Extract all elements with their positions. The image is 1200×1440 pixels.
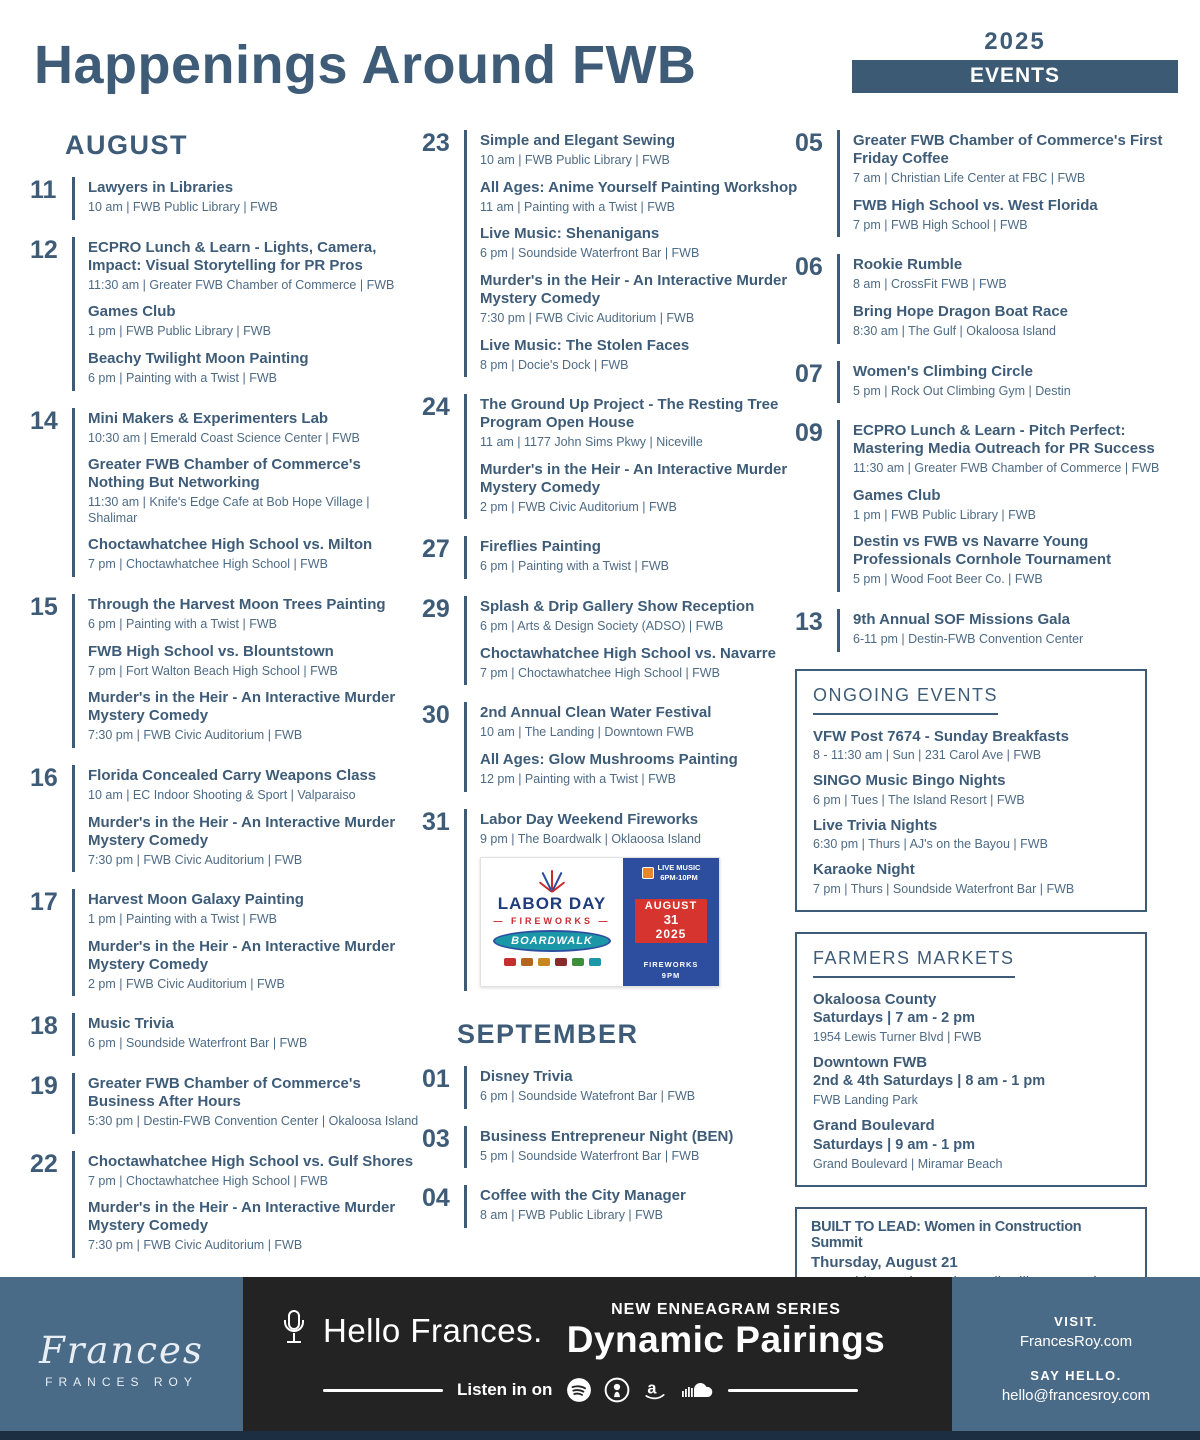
list-item: [813, 1053, 1129, 1107]
day-number: 27: [422, 535, 450, 564]
day-number: 06: [795, 253, 823, 282]
event-item: [480, 645, 804, 682]
event-meta: 1 pm | Painting with a Twist | FWB: [88, 912, 277, 927]
event-meta: 7 am | Christian Life Center at FBC | FWB: [853, 171, 1086, 185]
event-title: Lawyers in Libraries: [88, 179, 234, 196]
event-title: All Ages: Glow Mushrooms Painting: [480, 750, 738, 768]
contact-email: hello@francesroy.com: [1001, 1386, 1151, 1404]
day-entry: [30, 177, 420, 220]
event-item: [88, 596, 420, 633]
visit-label: VISIT.: [1054, 1313, 1098, 1329]
event-meta: 12 pm | Painting with a Twist | FWB: [480, 771, 676, 786]
event-title: Splash & Drip Gallery Show Reception: [480, 598, 755, 615]
event-item: [853, 611, 1187, 648]
event-title: Choctawhatchee High School vs. Gulf Shores: [88, 1152, 414, 1170]
event-meta: 7 pm | Choctawhatchee High School | FWB: [88, 557, 328, 572]
event-meta: 7 pm | Fort Walton Beach High School | FWB: [88, 663, 338, 678]
event-meta: 8 pm | Docie's Dock | FWB: [480, 357, 629, 372]
event-title: Destin vs FWB vs Navarre Young Professionals Cornhole Tournament: [853, 533, 1112, 569]
page-title: Happenings Around FWB: [34, 35, 697, 95]
day-events: [72, 177, 420, 220]
flyer-title: LABOR DAY: [497, 894, 607, 914]
item-meta: 7 pm | Thurs | Soundside Waterfront Bar | FWB: [813, 881, 1075, 896]
event-meta: 2 pm | FWB Civic Auditorium | FWB: [88, 976, 285, 991]
day-events: [72, 1013, 420, 1056]
day-number: 30: [422, 701, 450, 730]
day-entry: [30, 408, 420, 578]
day-number: 16: [30, 763, 58, 792]
day-events: [837, 609, 1187, 652]
event-title: Simple and Elegant Sewing: [480, 132, 676, 149]
event-item: [88, 689, 420, 744]
day-events: [72, 1073, 420, 1134]
event-title: Disney Trivia: [480, 1068, 573, 1086]
footer-contact-panel: [952, 1277, 1200, 1440]
day-events: [837, 361, 1187, 404]
event-title: Beachy Twilight Moon Painting: [88, 349, 309, 367]
list-item: [813, 771, 1129, 807]
event-item: [480, 225, 804, 262]
list-item: [813, 1116, 1129, 1170]
day-entry: [795, 130, 1187, 237]
event-item: [88, 938, 420, 993]
august-day-list-2: [422, 130, 804, 991]
event-meta: 6 pm | Soundside Watefront Bar | FWB: [480, 1089, 696, 1104]
event-item: [480, 751, 804, 788]
day-events: [464, 1066, 804, 1109]
podcast-name: Hello Frances.: [323, 1312, 543, 1349]
event-item: [88, 239, 420, 294]
day-number: 31: [422, 807, 450, 836]
event-title: Murder's in the Heir - An Interactive Murder Mystery Comedy: [88, 1199, 396, 1235]
event-title: 2nd Annual Clean Water Festival: [480, 704, 712, 722]
event-item: [480, 272, 804, 327]
event-title: All Ages: Anime Yourself Painting Workshop: [480, 178, 798, 196]
event-item: [480, 704, 804, 741]
day-entry: [795, 361, 1187, 404]
platform-icons: [566, 1377, 714, 1403]
footer: [0, 1277, 1200, 1440]
event-title: The Ground Up Project - The Resting Tree Program Open House: [480, 396, 779, 432]
august-day-list-1: [30, 177, 420, 1258]
day-number: 24: [422, 393, 450, 422]
event-item: [88, 1199, 420, 1254]
event-meta: 6 pm | Painting with a Twist | FWB: [88, 617, 277, 631]
column-august-3-boxes: [795, 130, 1187, 1320]
day-entry: [30, 889, 420, 996]
event-item: [853, 256, 1187, 293]
flyer-fireworks-time: 9PM: [661, 970, 681, 980]
event-meta: 1 pm | FWB Public Library | FWB: [88, 324, 271, 339]
footer-podcast-panel: [243, 1277, 952, 1440]
event-meta: 8:30 am | The Gulf | Okaloosa Island: [853, 323, 1056, 338]
event-meta: 7:30 pm | FWB Civic Auditorium | FWB: [480, 310, 695, 325]
event-item: [88, 303, 420, 340]
event-title: Live Music: The Stolen Faces: [480, 336, 690, 354]
event-meta: 9 pm | The Boardwalk | Oklaoosa Island: [480, 831, 701, 846]
item-meta: 1954 Lewis Turner Blvd | FWB: [813, 1029, 982, 1044]
events-badge: EVENTS: [852, 60, 1178, 93]
day-events: [72, 765, 420, 872]
item-meta: 6:30 pm | Thurs | AJ's on the Bayou | FWB: [813, 837, 1048, 852]
august-day-list-3: [795, 130, 1187, 652]
event-title: Women's Climbing Circle: [853, 362, 1033, 380]
event-meta: 5 pm | Rock Out Climbing Gym | Destin: [853, 383, 1071, 398]
event-item: [853, 533, 1187, 588]
event-meta: 2 pm | FWB Civic Auditorium | FWB: [480, 499, 677, 514]
year-events-badge: [852, 28, 1178, 93]
summit-date: Thursday, August 21: [811, 1253, 958, 1271]
event-title: Choctawhatchee High School vs. Navarre: [480, 644, 776, 662]
event-item: [88, 814, 420, 869]
day-entry: [422, 596, 804, 685]
flyer-live-music-time: 6PM-10PM: [660, 872, 698, 882]
event-title: Rookie Rumble: [853, 256, 963, 274]
day-events: [464, 596, 804, 685]
event-meta: 5:30 pm | Destin-FWB Convention Center | Okaloosa Island: [88, 1114, 419, 1128]
ongoing-events-title: ONGOING EVENTS: [813, 685, 998, 715]
event-title: Through the Harvest Moon Trees Painting: [88, 596, 386, 613]
item-meta: 8 - 11:30 am | Sun | 231 Carol Ave | FWB: [813, 748, 1042, 763]
day-number: 19: [30, 1072, 58, 1100]
event-title: Murder's in the Heir - An Interactive Murder Mystery Comedy: [88, 813, 396, 849]
event-meta: 10 am | The Landing | Downtown FWB: [480, 725, 695, 740]
event-title: Murder's in the Heir - An Interactive Murder Mystery Comedy: [480, 271, 788, 307]
event-item: [88, 891, 420, 928]
item-title: Karaoke Night: [813, 861, 915, 879]
event-item: [853, 363, 1187, 400]
event-item: [480, 1068, 804, 1105]
day-events: [464, 1185, 804, 1228]
event-meta: 5 pm | Soundside Waterfront Bar | FWB: [480, 1148, 700, 1163]
day-events: [72, 889, 420, 996]
day-events: [464, 1126, 804, 1169]
event-title: Mini Makers & Experimenters Lab: [88, 409, 329, 427]
day-events: [837, 130, 1187, 237]
event-title: Harvest Moon Galaxy Painting: [88, 891, 304, 909]
day-events: [837, 254, 1187, 343]
day-events: [72, 594, 420, 748]
event-item: [88, 1153, 420, 1190]
event-meta: 11:30 am | Greater FWB Chamber of Commerce | FWB: [88, 277, 395, 292]
farmers-markets-title: FARMERS MARKETS: [813, 948, 1015, 978]
list-item: [813, 816, 1129, 852]
event-title: Music Trivia: [88, 1015, 174, 1033]
event-meta: 7 pm | FWB High School | FWB: [853, 217, 1028, 232]
ongoing-events-list: [813, 727, 1129, 896]
event-meta: 10 am | FWB Public Library | FWB: [88, 200, 278, 214]
event-meta: 10 am | EC Indoor Shooting & Sport | Valparaiso: [88, 787, 356, 802]
event-title: ECPRO Lunch & Learn - Pitch Perfect: Mastering Media Outreach for PR Success: [853, 422, 1155, 458]
event-meta: 8 am | FWB Public Library | FWB: [480, 1208, 663, 1223]
event-item: [480, 598, 804, 635]
event-meta: 6 pm | Soundside Waterfront Bar | FWB: [480, 246, 700, 261]
summit-title: BUILT TO LEAD: Women in Construction Summit: [811, 1218, 1082, 1251]
day-events: [464, 130, 804, 377]
event-item: [88, 1015, 420, 1052]
day-entry: [422, 702, 804, 791]
event-item: [480, 538, 804, 575]
brand-name: FRANCES ROY: [45, 1374, 198, 1389]
event-title: Greater FWB Chamber of Commerce's Nothing But Networking: [88, 456, 361, 492]
event-item: [88, 179, 420, 216]
day-events: [464, 394, 804, 519]
event-item: [88, 456, 420, 526]
event-item: [88, 643, 420, 680]
event-meta: 6 pm | Soundside Waterfront Bar | FWB: [88, 1036, 308, 1051]
day-entry: [795, 609, 1187, 652]
day-entry: [30, 1073, 420, 1134]
flyer-date-box: [633, 897, 709, 945]
event-meta: 6 pm | Painting with a Twist | FWB: [88, 370, 277, 385]
day-number: 07: [795, 359, 823, 388]
day-number: 15: [30, 593, 58, 621]
event-meta: 11:30 am | Greater FWB Chamber of Commerce | FWB: [853, 461, 1160, 476]
microphone-icon: [283, 1310, 307, 1352]
amazon-music-icon: [642, 1377, 668, 1403]
list-item: [813, 860, 1129, 896]
event-item: [480, 1128, 804, 1165]
august-heading: AUGUST: [65, 130, 188, 160]
day-entry: [422, 1185, 804, 1228]
event-meta: 11 am | Painting with a Twist | FWB: [480, 199, 675, 214]
event-title: Labor Day Weekend Fireworks: [480, 810, 699, 828]
item-title: SINGO Music Bingo Nights: [813, 772, 1006, 790]
day-entry: [30, 1013, 420, 1056]
flyer-date-month: AUGUST: [644, 900, 698, 913]
event-title: Games Club: [853, 486, 941, 504]
event-item: [88, 410, 420, 447]
day-number: 29: [422, 595, 450, 623]
flyer-date-year: 2025: [655, 927, 687, 942]
event-item: [88, 767, 420, 804]
event-item: [853, 422, 1187, 477]
item-title: Okaloosa County: [813, 990, 937, 1008]
bottom-accent-strip: [0, 1431, 1200, 1440]
day-entry: [30, 594, 420, 748]
event-meta: 10:30 am | Emerald Coast Science Center | FWB: [88, 430, 360, 445]
day-events: [72, 1151, 420, 1258]
ongoing-events-box: [795, 669, 1147, 912]
item-meta: Grand Boulevard | Miramar Beach: [813, 1156, 1003, 1171]
event-item: [853, 303, 1187, 340]
item-schedule: 2nd & 4th Saturdays | 8 am - 1 pm: [813, 1073, 1046, 1090]
day-number: 13: [795, 608, 823, 636]
event-item: [480, 396, 804, 451]
spotify-icon: [566, 1377, 592, 1403]
day-number: 04: [422, 1184, 450, 1213]
event-title: Coffee with the City Manager: [480, 1187, 686, 1205]
item-title: Live Trivia Nights: [813, 816, 938, 834]
event-meta: 1 pm | FWB Public Library | FWB: [853, 507, 1036, 522]
event-title: Business Entrepreneur Night (BEN): [480, 1127, 734, 1145]
event-meta: 7 pm | Choctawhatchee High School | FWB: [88, 1173, 328, 1188]
column-august-2-september: [422, 130, 804, 1245]
say-hello-label: SAY HELLO.: [1030, 1367, 1122, 1383]
item-meta: FWB Landing Park: [813, 1093, 918, 1108]
item-title: Downtown FWB: [813, 1053, 928, 1071]
list-item: [813, 727, 1129, 763]
september-heading: SEPTEMBER: [457, 1019, 639, 1050]
september-day-list: [422, 1066, 804, 1228]
event-title: 9th Annual SOF Missions Gala: [853, 611, 1070, 628]
event-item: [88, 1075, 420, 1130]
day-entry: [422, 1066, 804, 1109]
flyer-left-panel: [481, 858, 623, 986]
day-number: 09: [795, 419, 823, 448]
event-item: [480, 1187, 804, 1224]
event-title: Florida Concealed Carry Weapons Class: [88, 766, 377, 784]
event-title: ECPRO Lunch & Learn - Lights, Camera, Impact: Visual Storytelling for PR Pros: [88, 238, 377, 274]
day-number: 12: [30, 235, 58, 264]
flyer-fireworks-label: FIREWORKS: [643, 960, 699, 970]
event-meta: 6 pm | Arts & Design Society (ADSO) | FWB: [480, 619, 724, 633]
item-schedule: Saturdays | 9 am - 1 pm: [813, 1136, 976, 1153]
day-number: 01: [422, 1065, 450, 1094]
event-meta: 11:30 am | Knife's Edge Cafe at Bob Hope Village | Shalimar: [88, 495, 370, 525]
website-url: FrancesRoy.com: [1019, 1332, 1133, 1350]
event-meta: 10 am | FWB Public Library | FWB: [480, 153, 670, 167]
day-number: 17: [30, 888, 58, 917]
event-meta: 11 am | 1177 John Sims Pkwy | Niceville: [480, 435, 703, 450]
apple-podcasts-icon: [604, 1377, 630, 1403]
event-title: Live Music: Shenanigans: [480, 225, 660, 243]
year-label: 2025: [984, 28, 1046, 55]
day-number: 14: [30, 406, 58, 435]
footer-brand-panel: [0, 1277, 243, 1440]
listen-label: Listen in on: [457, 1380, 553, 1399]
day-events: [464, 702, 804, 791]
event-meta: 6-11 pm | Destin-FWB Convention Center: [853, 632, 1084, 646]
event-title: FWB High School vs. West Florida: [853, 196, 1098, 214]
day-number: 03: [422, 1124, 450, 1153]
event-item: [88, 536, 420, 573]
day-events: [837, 420, 1187, 592]
column-august-1: [30, 130, 420, 1275]
event-title: Greater FWB Chamber of Commerce's First Friday Coffee: [853, 132, 1163, 167]
labor-day-fireworks-flyer: [480, 857, 720, 987]
day-number: 11: [30, 176, 57, 204]
event-title: Murder's in the Heir - An Interactive Murder Mystery Comedy: [480, 460, 788, 496]
event-meta: 6 pm | Painting with a Twist | FWB: [480, 559, 669, 574]
event-meta: 7:30 pm | FWB Civic Auditorium | FWB: [88, 1238, 303, 1253]
day-entry: [422, 1126, 804, 1169]
flyer-subtitle: — FIREWORKS —: [493, 916, 611, 927]
flyer-right-panel: [623, 858, 719, 986]
item-meta: 6 pm | Tues | The Island Resort | FWB: [813, 792, 1025, 807]
event-item: [480, 337, 804, 374]
event-title: Murder's in the Heir - An Interactive Murder Mystery Comedy: [88, 689, 396, 725]
event-item: [480, 811, 804, 848]
event-meta: 7:30 pm | FWB Civic Auditorium | FWB: [88, 728, 303, 743]
day-events: [72, 237, 420, 391]
ajs-logo-icon: [642, 867, 654, 879]
event-title: Greater FWB Chamber of Commerce's Business After Hours: [88, 1075, 361, 1110]
series-title: Dynamic Pairings: [566, 1319, 886, 1360]
event-meta: 7:30 pm | FWB Civic Auditorium | FWB: [88, 852, 303, 867]
event-title: Murder's in the Heir - An Interactive Murder Mystery Comedy: [88, 937, 396, 973]
day-entry: [422, 536, 804, 579]
farmers-markets-box: [795, 932, 1147, 1187]
event-item: [480, 461, 804, 516]
event-item: [853, 197, 1187, 234]
event-item: [480, 132, 804, 169]
flyer-live-music: LIVE MUSIC: [657, 863, 701, 873]
day-number: 18: [30, 1012, 58, 1041]
sponsor-logos: [483, 958, 621, 966]
divider-line: [728, 1389, 858, 1392]
day-number: 23: [422, 129, 450, 157]
fireworks-burst-graphic: [524, 862, 580, 892]
day-events: [464, 809, 804, 992]
flyer-date-day: 31: [663, 912, 679, 928]
event-item: [88, 350, 420, 387]
day-number: 05: [795, 129, 823, 157]
day-entry: [422, 394, 804, 519]
event-title: Games Club: [88, 303, 176, 321]
day-entry: [422, 809, 804, 992]
day-entry: [30, 1151, 420, 1258]
event-meta: 5 pm | Wood Foot Beer Co. | FWB: [853, 572, 1043, 587]
list-item: [813, 990, 1129, 1044]
day-number: 22: [30, 1149, 58, 1178]
event-item: [480, 179, 804, 216]
farmers-markets-list: [813, 990, 1129, 1171]
event-item: [853, 487, 1187, 524]
day-events: [72, 408, 420, 578]
day-events: [464, 536, 804, 579]
event-title: FWB High School vs. Blountstown: [88, 642, 334, 660]
event-item: [853, 132, 1187, 187]
boardwalk-logo: BOARDWALK: [493, 930, 611, 952]
event-meta: 8 am | CrossFit FWB | FWB: [853, 277, 1007, 292]
event-title: Choctawhatchee High School vs. Milton: [88, 536, 373, 554]
day-entry: [795, 254, 1187, 343]
day-entry: [422, 130, 804, 377]
frances-signature-logo: Frances: [39, 1328, 204, 1372]
soundcloud-icon: [680, 1377, 714, 1403]
svg-text:a: a: [647, 1379, 657, 1398]
day-entry: [795, 420, 1187, 592]
event-title: Fireflies Painting: [480, 538, 601, 556]
item-title: VFW Post 7674 - Sunday Breakfasts: [813, 727, 1069, 745]
series-label: NEW ENNEAGRAM SERIES: [611, 1301, 841, 1318]
day-entry: [30, 237, 420, 391]
event-meta: 7 pm | Choctawhatchee High School | FWB: [480, 665, 720, 680]
item-schedule: Saturdays | 7 am - 2 pm: [813, 1010, 976, 1027]
event-title: Bring Hope Dragon Boat Race: [853, 302, 1069, 320]
day-entry: [30, 765, 420, 872]
item-title: Grand Boulevard: [813, 1117, 935, 1135]
divider-line: [323, 1389, 443, 1392]
